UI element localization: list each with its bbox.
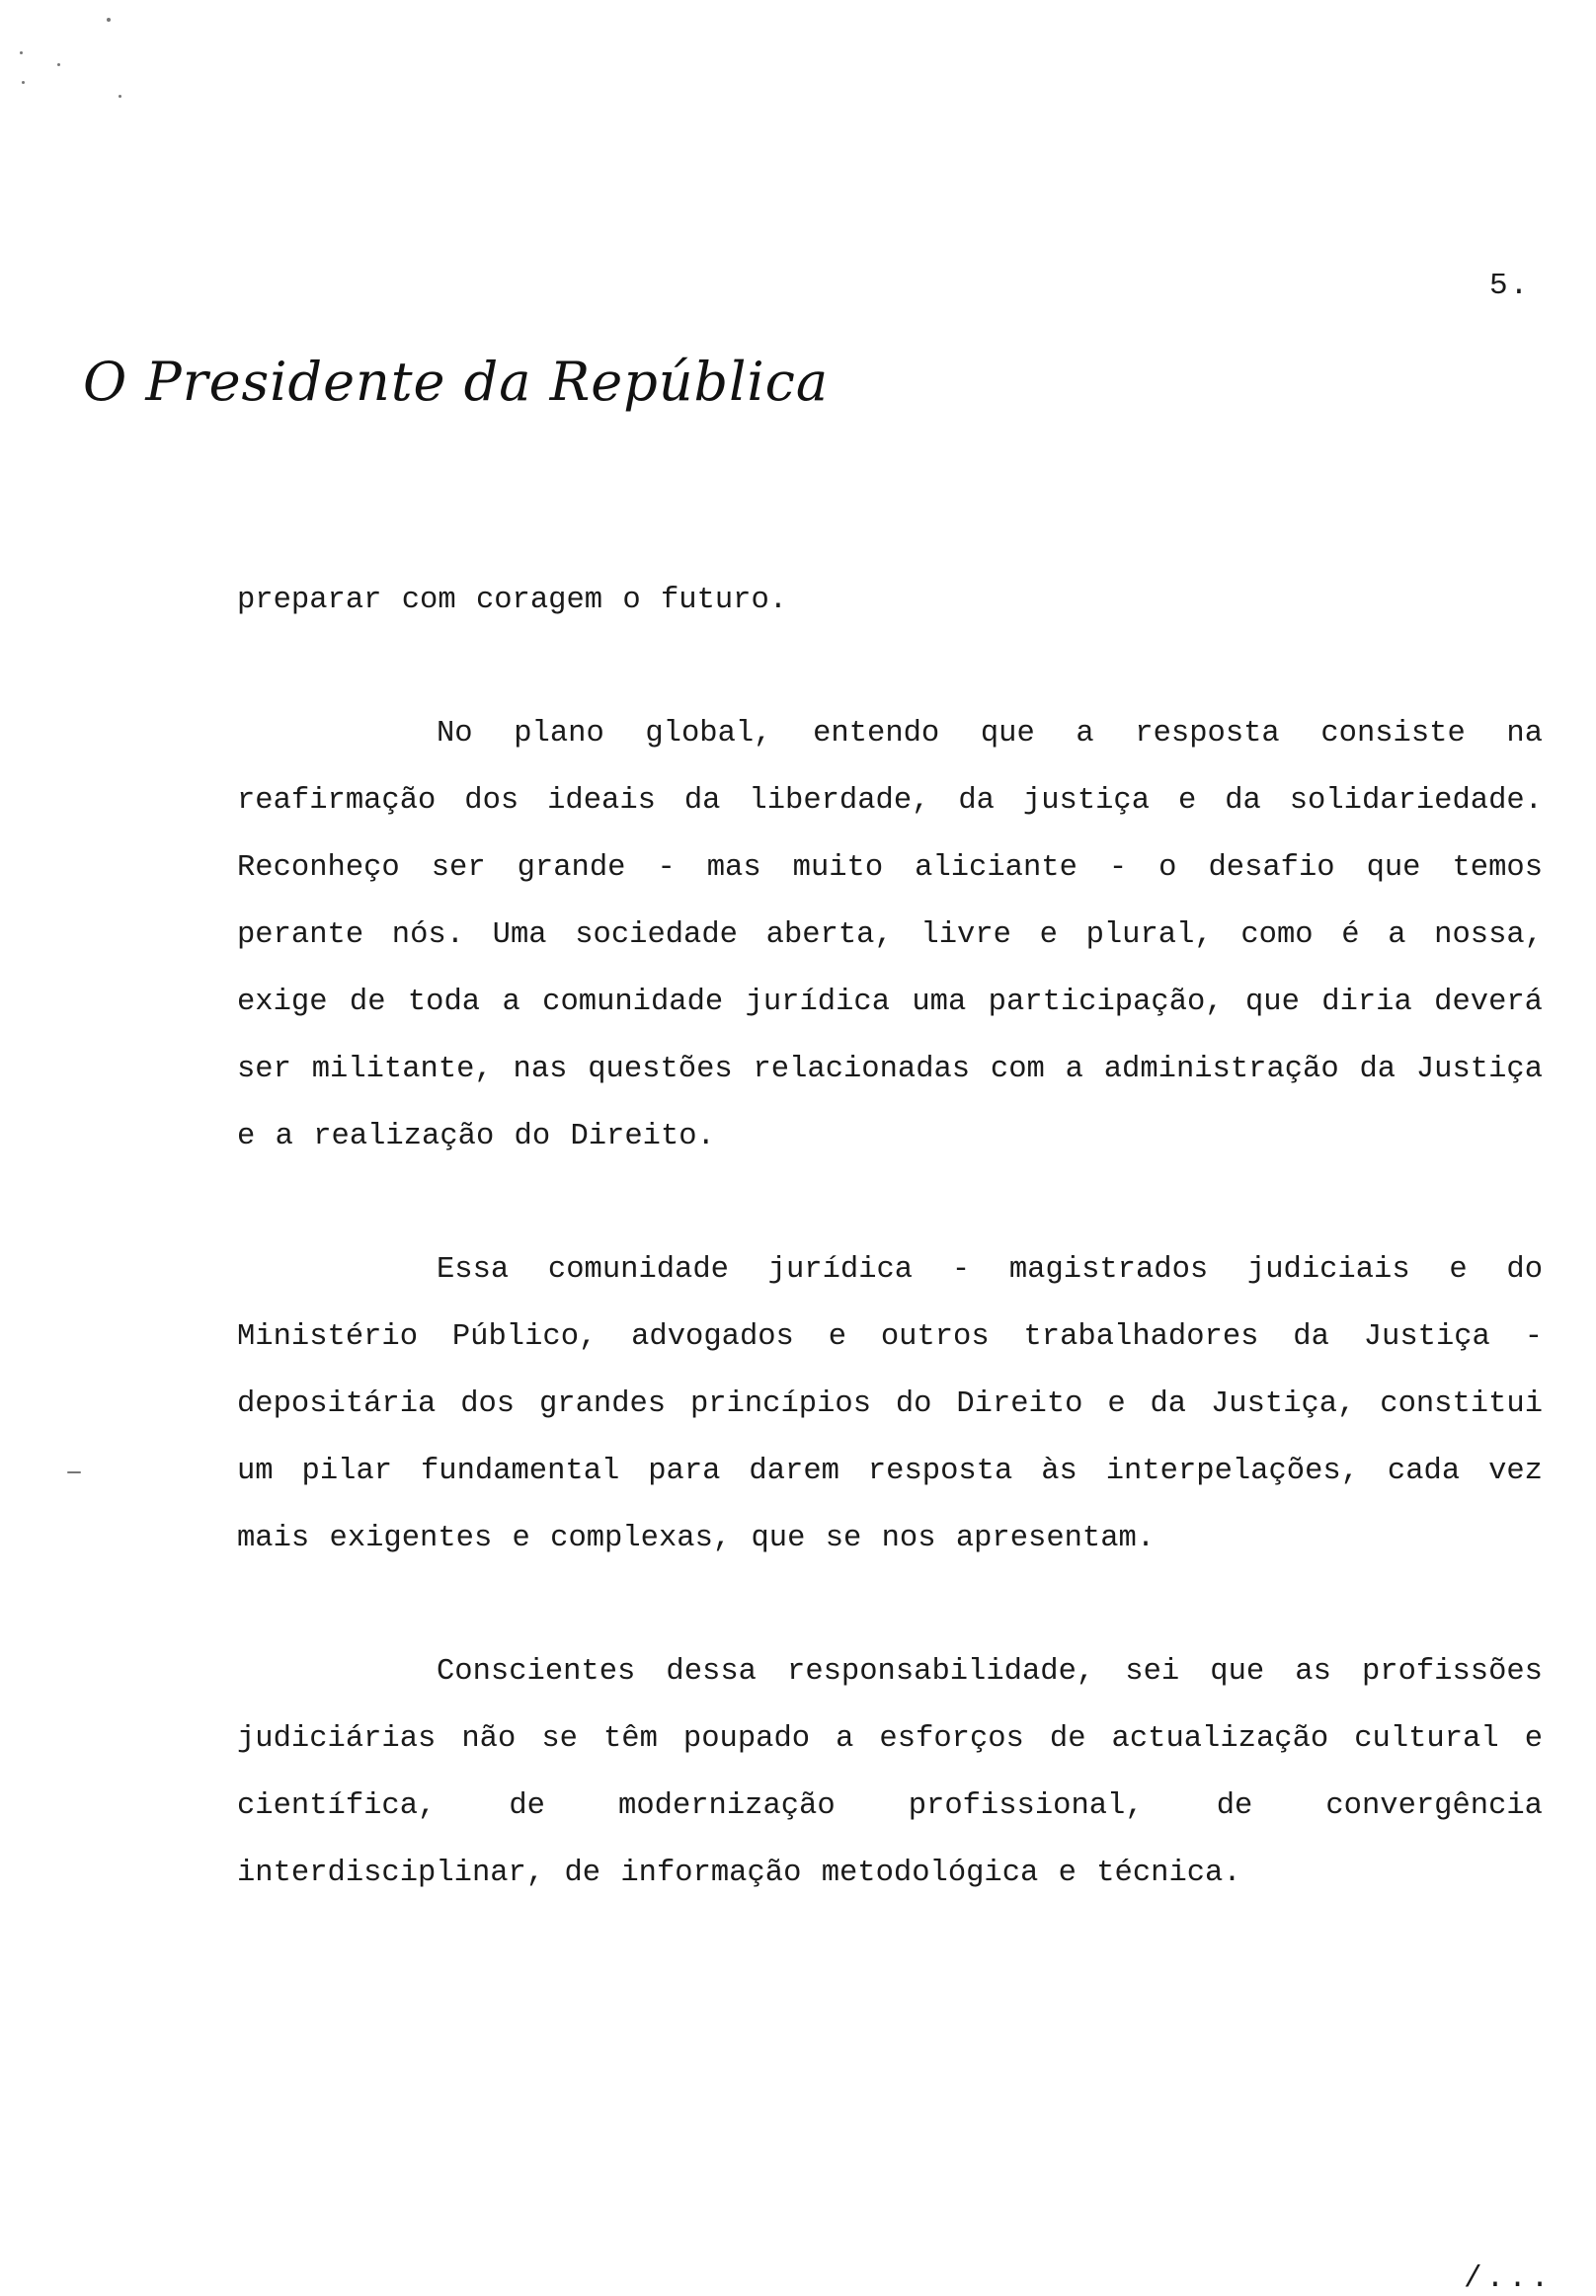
document-body xyxy=(237,567,1543,1907)
scan-speck xyxy=(119,95,121,98)
paragraph-4: Conscientes dessa responsabilidade, sei que as profissões judiciárias não se têm poupado a esforços de actualização cultural e científica, de modernização profissional, de convergência interdisciplinar, de informação metodológica e técnica. xyxy=(237,1655,1543,1890)
page-number: 5. xyxy=(1489,269,1531,303)
scan-speck xyxy=(67,1471,81,1473)
scan-speck xyxy=(20,51,23,54)
paragraph-1: preparar com coragem o futuro. xyxy=(237,584,788,617)
letterhead-title: O Presidente da República xyxy=(83,351,830,413)
scan-speck xyxy=(107,18,111,22)
continuation-mark: /... xyxy=(1464,2261,1554,2296)
scan-speck xyxy=(57,63,60,66)
paragraph-2: No plano global, entendo que a resposta consiste na reafirmação dos ideais da liberdade, da justiça e da solidariedade. Reconheço ser grande - mas muito aliciante - o desafio que temos perante nós. Uma sociedade aberta, livre e plural, como é a nossa, exige de toda a comunidade jurídica uma participação, que diria deverá ser militante, nas questões relacionadas com a administração da Justiça e a realização do Direito. xyxy=(237,717,1543,1153)
paragraph-3: Essa comunidade jurídica - magistrados judiciais e do Ministério Público, advogados e outros trabalhadores da Justiça - depositária dos grandes princípios do Direito e da Justiça, constitui um pilar fundamental para darem resposta às interpelações, cada vez mais exigentes e complexas, que se nos apresentam. xyxy=(237,1253,1543,1555)
scan-speck xyxy=(22,81,25,84)
